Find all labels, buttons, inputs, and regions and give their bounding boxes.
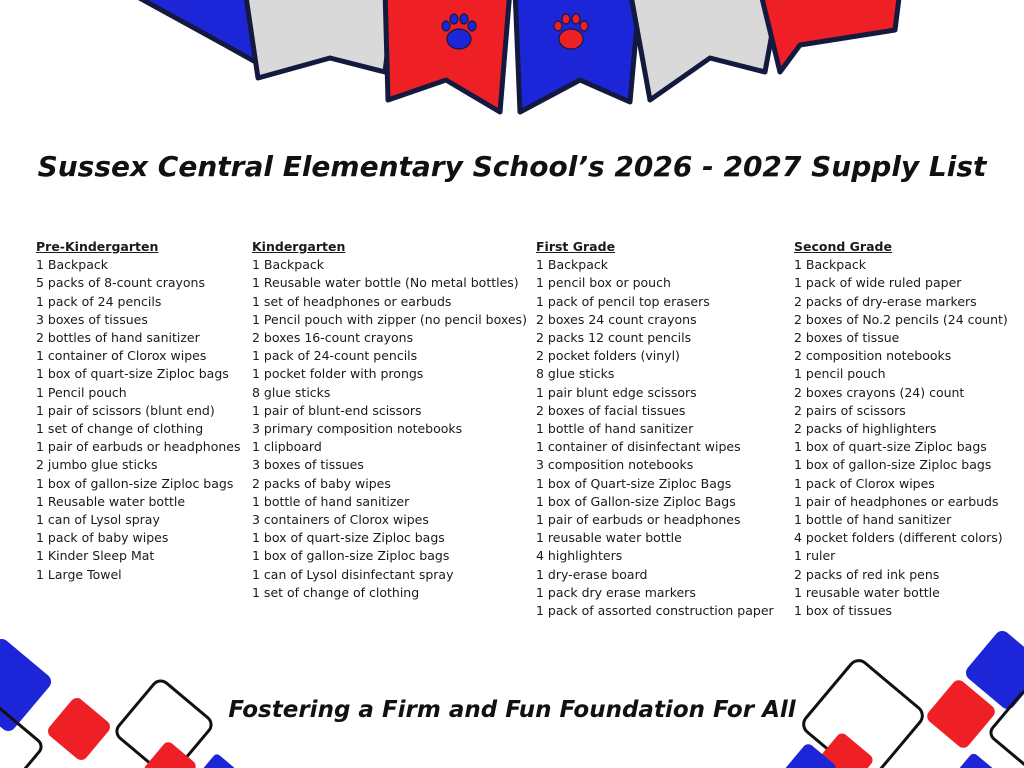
pennant-banner xyxy=(0,0,1024,130)
supply-item: 1 set of change of clothing xyxy=(252,584,420,600)
supply-item: 1 pencil box or pouch xyxy=(536,275,671,291)
pennant-gray-left xyxy=(245,0,395,78)
supply-item: 2 boxes of No.2 pencils (24 count) xyxy=(794,311,1008,327)
pennant-red-right xyxy=(760,0,900,72)
column-heading: First Grade xyxy=(536,239,616,254)
supply-item: 1 pair of earbuds or headphones xyxy=(536,512,741,528)
supply-list xyxy=(36,256,241,584)
supply-item: 1 pencil pouch xyxy=(794,366,886,382)
supply-item: 2 bottles of hand sanitizer xyxy=(36,330,200,346)
supply-item: 5 packs of 8-count crayons xyxy=(36,275,205,291)
supply-item: 1 box of gallon-size Ziploc bags xyxy=(252,548,450,564)
supply-item: 3 composition notebooks xyxy=(536,457,694,473)
supply-item: 1 box of quart-size Ziploc bags xyxy=(36,366,229,382)
column-heading: Pre-Kindergarten xyxy=(36,239,159,254)
supply-item: 1 Backpack xyxy=(36,257,108,273)
supply-item: 1 box of quart-size Ziploc bags xyxy=(252,530,445,546)
supply-item: 4 highlighters xyxy=(536,548,623,564)
pennant-red-center xyxy=(385,0,510,112)
supply-item: 1 set of headphones or earbuds xyxy=(252,293,452,309)
supply-item: 2 packs of red ink pens xyxy=(794,566,940,582)
supply-item: 1 pocket folder with prongs xyxy=(252,366,424,382)
supply-item: 1 pack of 24-count pencils xyxy=(252,348,418,364)
supply-item: 1 box of gallon-size Ziploc bags xyxy=(36,475,234,491)
supply-item: 1 reusable water bottle xyxy=(536,530,682,546)
supply-item: 2 jumbo glue sticks xyxy=(36,457,158,473)
supply-item: 1 can of Lysol disinfectant spray xyxy=(252,566,454,582)
supply-item: 1 Backpack xyxy=(536,257,608,273)
supply-item: 1 ruler xyxy=(794,548,836,564)
supply-item: 1 Backpack xyxy=(794,257,866,273)
supply-item: 2 boxes 24 count crayons xyxy=(536,311,697,327)
pennant-gray-right xyxy=(630,0,780,100)
supply-item: 1 container of disinfectant wipes xyxy=(536,439,741,455)
supply-item: 8 glue sticks xyxy=(252,384,331,400)
supply-item: 2 boxes 16-count crayons xyxy=(252,330,414,346)
supply-item: 3 boxes of tissues xyxy=(36,311,148,327)
supply-list xyxy=(252,256,527,602)
supply-item: 2 packs of highlighters xyxy=(794,421,937,437)
supply-item: 1 Reusable water bottle xyxy=(36,493,186,509)
supply-item: 1 pair of scissors (blunt end) xyxy=(36,402,215,418)
supply-list xyxy=(536,256,774,620)
supply-item: 1 bottle of hand sanitizer xyxy=(536,421,694,437)
column-second-grade xyxy=(794,238,1008,620)
supply-item: 1 pack dry erase markers xyxy=(536,584,696,600)
supply-item: 1 pack of Clorox wipes xyxy=(794,475,935,491)
supply-item: 1 box of quart-size Ziploc bags xyxy=(794,439,987,455)
column-pre-kindergarten xyxy=(36,238,241,584)
supply-item: 1 box of Quart-size Ziploc Bags xyxy=(536,475,732,491)
supply-item: 1 Pencil pouch xyxy=(36,384,127,400)
footer-tagline: Fostering a Firm and Fun Foundation For All xyxy=(228,697,796,723)
column-first-grade xyxy=(536,238,774,620)
supply-item: 1 set of change of clothing xyxy=(36,421,204,437)
supply-item: 1 clipboard xyxy=(252,439,322,455)
supply-item: 2 pocket folders (vinyl) xyxy=(536,348,680,364)
supply-item: 3 containers of Clorox wipes xyxy=(252,512,429,528)
supply-item: 1 pair of blunt-end scissors xyxy=(252,402,422,418)
supply-item: 1 container of Clorox wipes xyxy=(36,348,207,364)
supply-item: 1 reusable water bottle xyxy=(794,584,940,600)
supply-item: 3 primary composition notebooks xyxy=(252,421,463,437)
supply-item: 1 bottle of hand sanitizer xyxy=(794,512,952,528)
supply-item: 1 Backpack xyxy=(252,257,324,273)
supply-item: 1 Kinder Sleep Mat xyxy=(36,548,155,564)
supply-item: 2 pairs of scissors xyxy=(794,402,906,418)
supply-item: 2 boxes crayons (24) count xyxy=(794,384,965,400)
supply-item: 2 composition notebooks xyxy=(794,348,952,364)
supply-item: 1 bottle of hand sanitizer xyxy=(252,493,410,509)
supply-item: 1 Reusable water bottle (No metal bottles) xyxy=(252,275,519,291)
supply-item: 1 pack of wide ruled paper xyxy=(794,275,962,291)
supply-item: 1 box of gallon-size Ziploc bags xyxy=(794,457,992,473)
supply-item: 1 pack of assorted construction paper xyxy=(536,603,774,619)
supply-item: 2 packs of dry-erase markers xyxy=(794,293,977,309)
supply-item: 2 packs 12 count pencils xyxy=(536,330,692,346)
supply-item: 1 pack of 24 pencils xyxy=(36,293,162,309)
supply-item: 1 pack of baby wipes xyxy=(36,530,169,546)
supply-item: 1 pair blunt edge scissors xyxy=(536,384,697,400)
supply-item: 8 glue sticks xyxy=(536,366,615,382)
column-heading: Second Grade xyxy=(794,239,892,254)
supply-item: 4 pocket folders (different colors) xyxy=(794,530,1003,546)
supply-item: 1 box of Gallon-size Ziploc Bags xyxy=(536,493,736,509)
supply-item: 3 boxes of tissues xyxy=(252,457,364,473)
column-heading: Kindergarten xyxy=(252,239,346,254)
supply-item: 1 box of tissues xyxy=(794,603,893,619)
supply-item: 2 boxes of tissue xyxy=(794,330,900,346)
supply-item: 1 pair of headphones or earbuds xyxy=(794,493,999,509)
supply-list xyxy=(794,256,1008,620)
supply-item: 2 boxes of facial tissues xyxy=(536,402,686,418)
supply-item: 1 can of Lysol spray xyxy=(36,512,160,528)
supply-item: 2 packs of baby wipes xyxy=(252,475,391,491)
supply-item: 1 pack of pencil top erasers xyxy=(536,293,710,309)
supply-item: 1 dry-erase board xyxy=(536,566,648,582)
supply-item: 1 pair of earbuds or headphones xyxy=(36,439,241,455)
supply-item: 1 Pencil pouch with zipper (no pencil boxes) xyxy=(252,311,527,327)
page-title: Sussex Central Elementary School’s 2026 - 2027 Supply List xyxy=(37,150,987,183)
supply-item: 1 Large Towel xyxy=(36,566,122,582)
column-kindergarten xyxy=(252,238,527,602)
